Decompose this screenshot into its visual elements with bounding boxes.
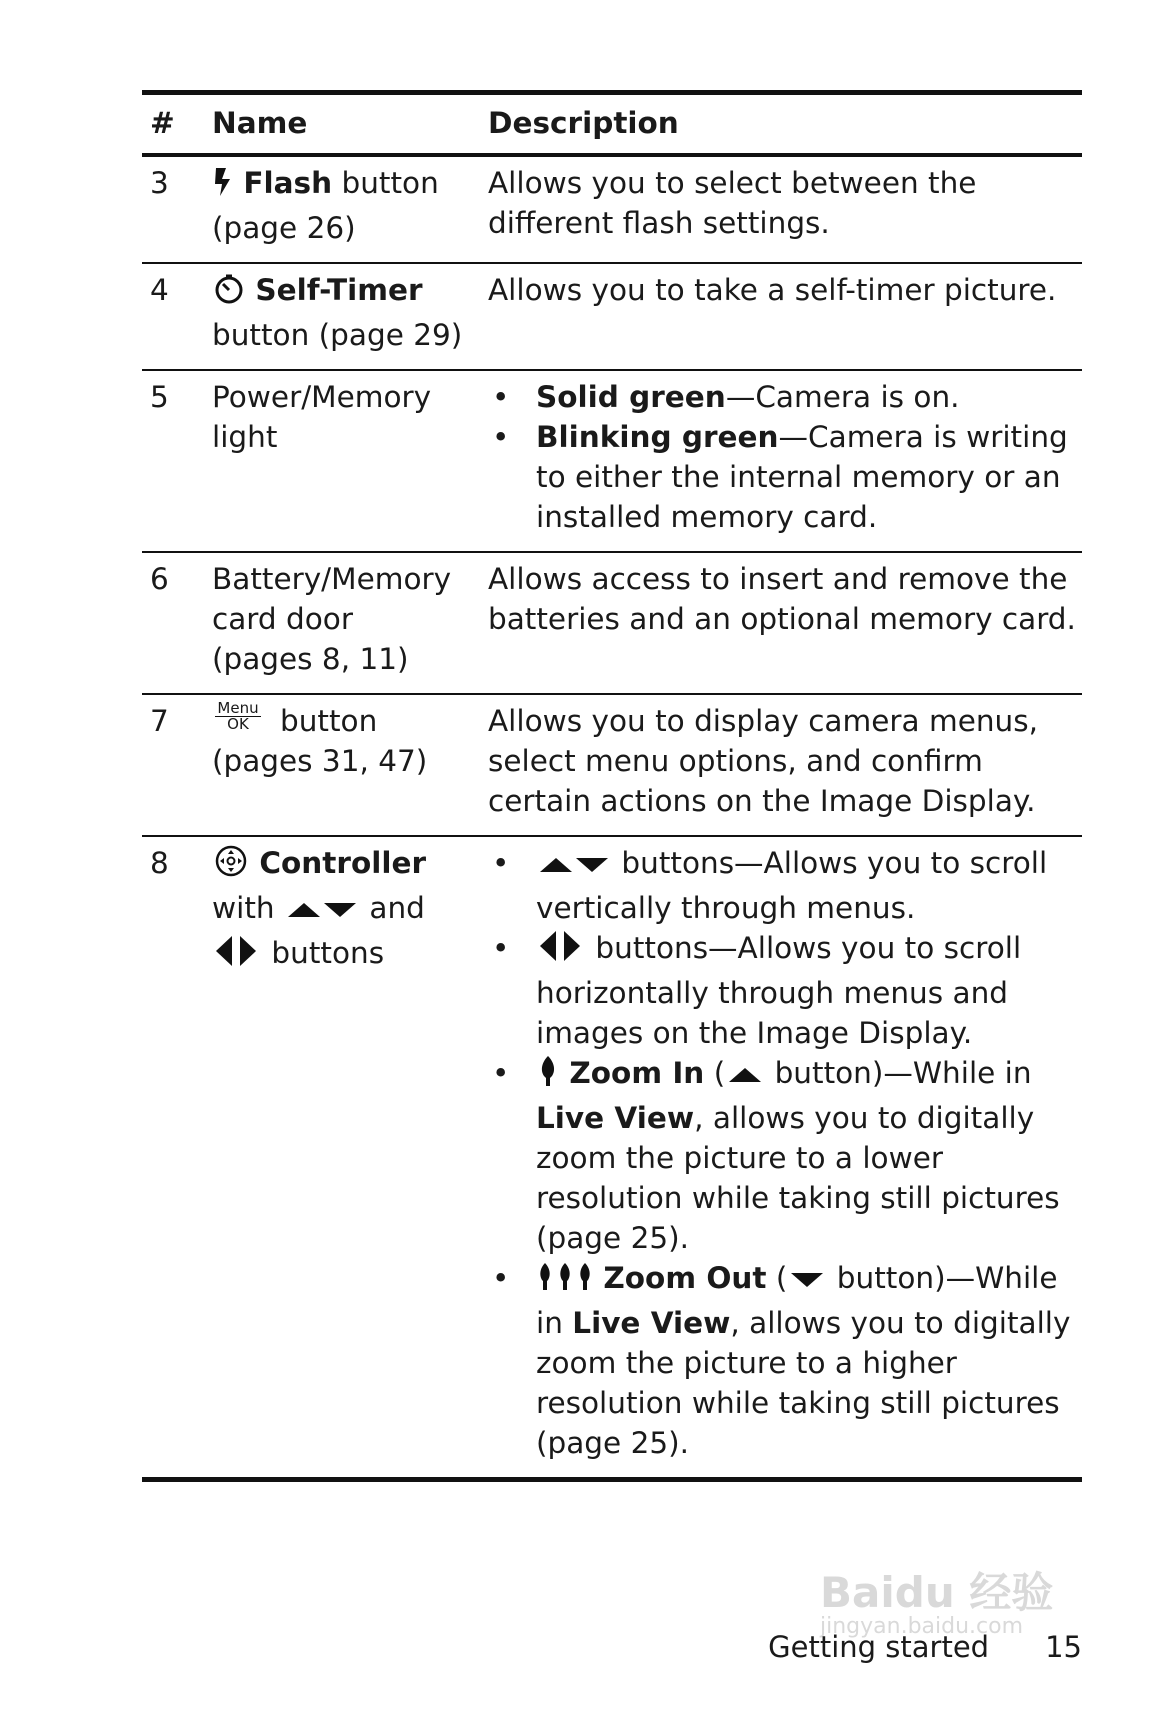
row-number: 8	[150, 846, 169, 880]
row-number: 6	[150, 562, 169, 596]
bullet-bold: Live View	[536, 1101, 695, 1135]
left-right-arrows-icon	[536, 929, 586, 973]
name-bold: Self-Timer	[255, 273, 423, 307]
row-number: 5	[150, 380, 169, 414]
bullet-bold: Live View	[572, 1306, 731, 1340]
table-row	[142, 836, 1082, 1480]
name-page-ref: (pages 31, 47)	[212, 744, 428, 778]
name-line-3: (pages 8, 11)	[212, 642, 409, 676]
footer-section: Getting started	[768, 1630, 990, 1664]
bullet-text: button)—While in	[765, 1056, 1032, 1090]
bullet-list	[488, 843, 1078, 1463]
list-item	[488, 1258, 1078, 1463]
spec-table-page	[142, 90, 1082, 1482]
up-arrow-icon	[725, 1058, 765, 1098]
watermark-main: Baidu 经验	[820, 1568, 1054, 1617]
flash-icon	[212, 166, 234, 208]
bullet-text: (	[766, 1261, 788, 1295]
row-description: Allows you to display camera menus, select menu options, and confirm certain actions on the Image Display.	[488, 704, 1038, 818]
name-page-ref: (page 26)	[212, 211, 356, 245]
name-line-1: Battery/Memory	[212, 562, 452, 596]
name-line-2: light	[212, 420, 278, 454]
zoom-in-tree-icon	[536, 1054, 560, 1098]
page-footer	[768, 1630, 1082, 1664]
watermark-url: jingyan.baidu.com	[820, 1614, 1024, 1639]
baidu-watermark	[820, 1560, 1053, 1639]
row-number: 3	[150, 166, 169, 200]
row-number: 7	[150, 704, 169, 738]
row-description	[488, 370, 1082, 552]
bullet-bold: Blinking green	[536, 420, 779, 454]
table-row	[142, 263, 1082, 370]
with-label: with	[212, 891, 275, 925]
table-header-row	[142, 93, 1082, 156]
list-item	[488, 843, 1078, 928]
bullet-text: —Camera is writing to either the internal memory or an installed memory card.	[536, 420, 1068, 534]
buttons-label: buttons	[271, 936, 385, 970]
table-row	[142, 552, 1082, 694]
controls-table	[142, 90, 1082, 1482]
header-name: Name	[212, 106, 308, 140]
down-arrow-icon	[787, 1263, 827, 1303]
row-name	[212, 155, 488, 263]
bullet-bold: Zoom Out	[603, 1261, 767, 1295]
row-description: Allows you to select between the different flash settings.	[488, 166, 977, 240]
row-name	[212, 552, 488, 694]
bullet-text: —Camera is on.	[725, 380, 960, 414]
bullet-bold: Solid green	[536, 380, 726, 414]
page-number: 15	[1045, 1630, 1082, 1664]
row-name	[212, 370, 488, 552]
controller-icon	[212, 844, 250, 888]
name-rest: button	[332, 166, 439, 200]
list-item	[488, 1053, 1078, 1258]
table-row	[142, 155, 1082, 263]
name-bold: Flash	[243, 166, 333, 200]
name-page-ref: button (page 29)	[212, 318, 463, 352]
bullet-text: button)—While in	[536, 1261, 1058, 1340]
and-label: and	[369, 891, 425, 925]
header-description: Description	[488, 106, 679, 140]
row-number: 4	[150, 273, 169, 307]
row-name	[212, 694, 488, 836]
name-bold: Controller	[259, 846, 427, 880]
up-down-arrows-icon	[536, 848, 612, 888]
list-item	[488, 928, 1078, 1053]
list-item	[488, 377, 1078, 417]
table-row	[142, 694, 1082, 836]
bullet-list	[488, 377, 1078, 537]
up-down-arrows-icon	[284, 893, 360, 933]
row-description	[488, 836, 1082, 1480]
header-number: #	[150, 106, 175, 140]
bullet-text: , allows you to digitally zoom the picture to a higher resolution while taking still pictures (page 25).	[536, 1306, 1071, 1460]
bullet-text: buttons—Allows you to scroll horizontally through menus and images on the Image Display.	[536, 931, 1022, 1050]
menu-ok-icon: Menu OK	[217, 699, 259, 733]
self-timer-icon	[212, 273, 246, 315]
bullet-bold: Zoom In	[569, 1056, 705, 1090]
name-line-2: card door	[212, 602, 353, 636]
table-row	[142, 370, 1082, 552]
bullet-text: (	[704, 1056, 726, 1090]
list-item	[488, 417, 1078, 537]
left-right-arrows-icon	[212, 934, 262, 978]
bullet-text: , allows you to digitally zoom the picture to a lower resolution while taking still pictures (page 25).	[536, 1101, 1060, 1255]
row-description: Allows you to take a self-timer picture.	[488, 273, 1057, 307]
row-name	[212, 263, 488, 370]
name-rest: button	[280, 704, 378, 738]
row-name	[212, 836, 488, 1480]
row-description: Allows access to insert and remove the batteries and an optional memory card.	[488, 562, 1076, 636]
zoom-out-trees-icon	[536, 1259, 594, 1303]
name-line-1: Power/Memory	[212, 380, 432, 414]
bullet-text: buttons—Allows you to scroll vertically through menus.	[536, 846, 1048, 925]
